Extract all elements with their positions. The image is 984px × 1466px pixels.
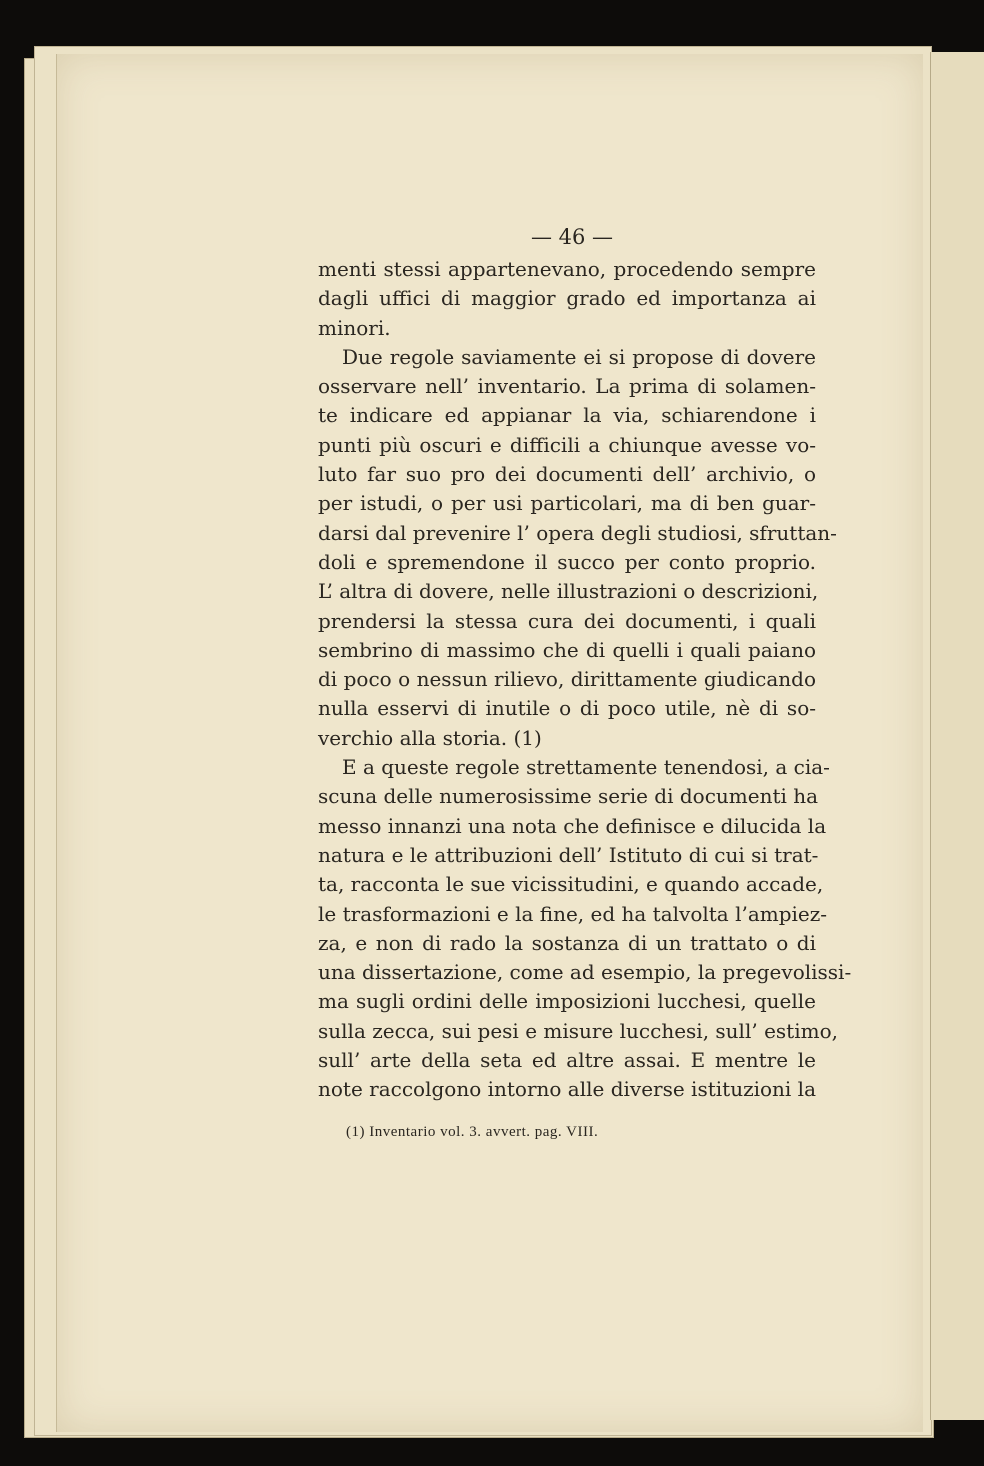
text-line: natura e le attribuzioni dell’ Istituto di cui si trat- [318, 842, 819, 867]
text-line: osservare nell’ inventario. La prima di solamen- [318, 374, 816, 399]
text-line: minori. [318, 315, 391, 340]
text-line: sull’ arte della seta ed altre assai. E mentre le [318, 1048, 816, 1073]
text-line: messo innanzi una nota che definisce e dilucida la [318, 813, 827, 838]
text-line: sembrino di massimo che di quelli i quali paiano [318, 637, 816, 662]
text-line: luto far suo pro dei documenti dell’ archivio, o [318, 462, 816, 487]
text-line: per istudi, o per usi particolari, ma di ben guar- [318, 491, 816, 516]
text-line: za, e non di rado la sostanza di un trattato o di [318, 930, 816, 955]
body-text [318, 225, 852, 1105]
text-line: una dissertazione, come ad esempio, la pregevolissi- [318, 960, 852, 985]
text-line: note raccolgono intorno alle diverse istituzioni la [318, 1077, 816, 1102]
footnote: (1) Inventario vol. 3. avvert. pag. VIII. [346, 1124, 599, 1140]
text-line: menti stessi appartenevano, procedendo sempre [318, 257, 816, 281]
text-line: nulla esservi di inutile o di poco utile, nè di so- [318, 696, 816, 721]
text-line: prendersi la stessa cura dei documenti, i quali [318, 608, 816, 633]
text-line: E a queste regole strettamente tenendosi, a cia- [342, 755, 830, 780]
text-line: darsi dal prevenire l’ opera degli studiosi, sfruttan- [318, 520, 837, 545]
text-line: ta, racconta le sue vicissitudini, e quando accade, [318, 872, 824, 897]
text-line: ma sugli ordini delle imposizioni lucchesi, quelle [318, 989, 816, 1014]
text-line: scuna delle numerosissime serie di documenti ha [318, 784, 819, 809]
text-line: sulla zecca, sui pesi e misure lucchesi, sull’ estimo, [318, 1018, 838, 1043]
text-line: doli e spremendone il succo per conto proprio. [318, 549, 816, 574]
text-line: Due regole saviamente ei si propose di dovere [342, 344, 816, 369]
text-line: punti più oscuri e difficili a chiunque avesse vo- [318, 432, 816, 457]
text-line: verchio alla storia. (1) [318, 725, 542, 750]
text-line: dagli uffici di maggior grado ed importanza ai [318, 286, 816, 311]
text-line: L’ altra di dovere, nelle illustrazioni o descrizioni, [318, 579, 819, 604]
page-number: — 46 — [530, 225, 614, 249]
text-line: le trasformazioni e la fine, ed ha talvolta l’ampiez- [318, 901, 828, 926]
facing-page-edge [930, 52, 984, 1420]
text-line: di poco o nessun rilievo, dirittamente giudicando [318, 667, 816, 692]
text-line: te indicare ed appianar la via, schiarendone i [318, 403, 816, 428]
